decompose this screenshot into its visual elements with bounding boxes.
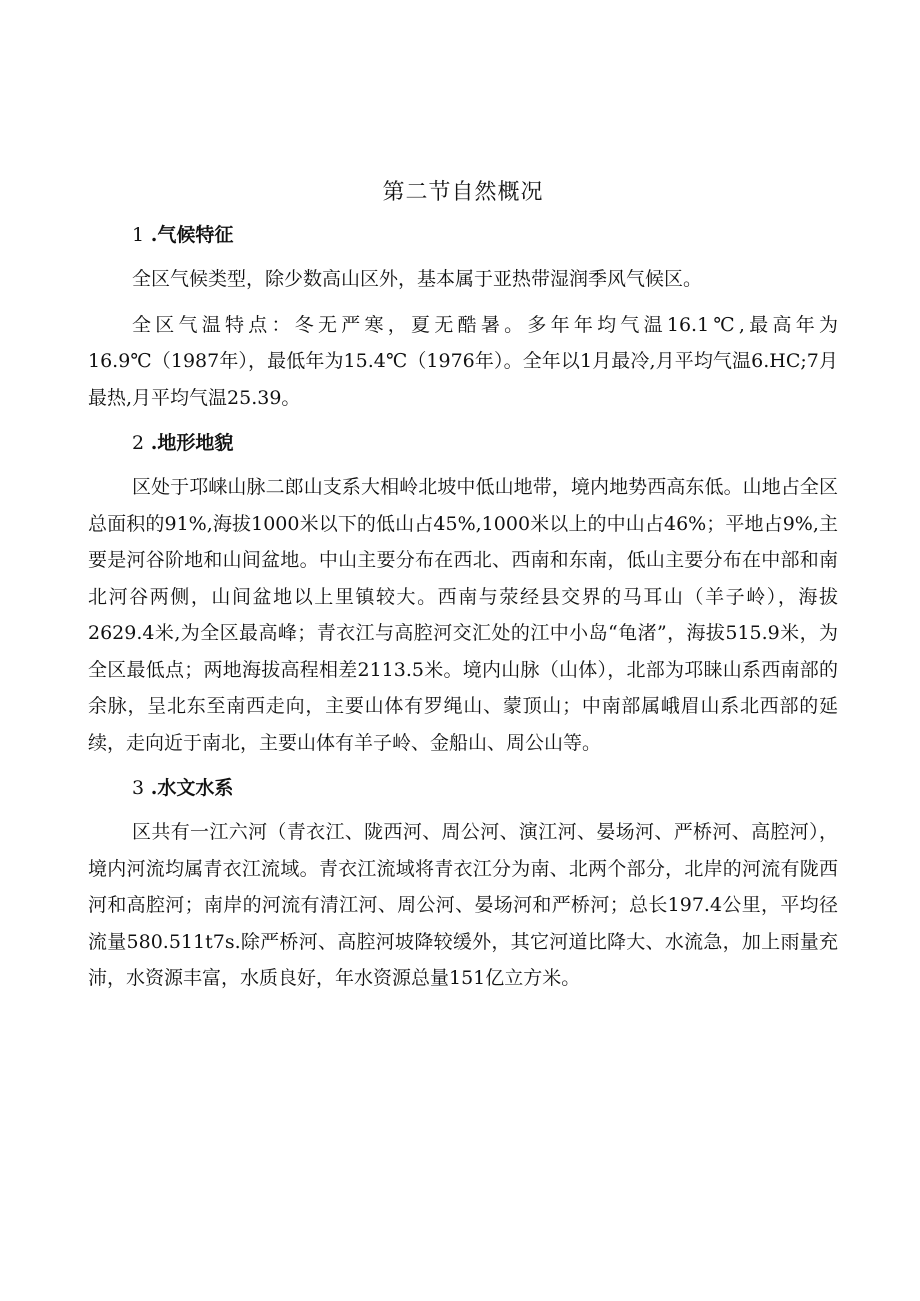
paragraph: 全区气候类型，除少数高山区外，基本属于亚热带湿润季风气候区。 bbox=[132, 268, 703, 290]
section-number: 2 bbox=[132, 432, 145, 454]
section-heading-text: .气候特征 bbox=[150, 224, 234, 246]
section-number: 3 bbox=[132, 777, 145, 799]
section-terrain bbox=[88, 425, 838, 761]
paragraph: 全区气温特点：冬无严寒，夏无酷暑。多年年均气温16.1℃,最高年为16.9℃（1987年），最低年为15.4℃（1976年）。全年以1月最冷,月平均气温6.HC;7月最热,月平均气温25.39。 bbox=[88, 313, 838, 409]
section-heading-text: .水文水系 bbox=[150, 777, 234, 799]
page-title: 第二节自然概况 bbox=[382, 180, 544, 205]
paragraph: 区处于邛崃山脉二郎山支系大相岭北坡中低山地带，境内地势西高东低。山地占全区总面积的91%,海拔1000米以下的低山占45%,1000米以上的中山占46%；平地占9%,主要是河谷阶地和山间盆地。中山主要分布在西北、西南和东南，低山主要分布在中部和南北河谷两侧，山间盆地以上里镇较大。西南与荥经县交界的马耳山（羊子岭），海拔2629.4米,为全区最高峰；青衣江与高腔河交汇处的江中小岛“龟渚”，海拔515.9米，为全区最低点；两地海拔高程相差2113.5米。境内山脉（山体），北部为邛睐山系西南部的余脉，呈北东至南西走向，主要山体有罗绳山、蒙顶山；中南部属峨眉山系北西部的延续，走向近于南北，主要山体有羊子岭、金船山、周公山等。 bbox=[88, 476, 838, 754]
section-heading-text: .地形地貌 bbox=[150, 432, 234, 454]
document-page bbox=[88, 175, 838, 1006]
section-heading-terrain bbox=[88, 425, 838, 461]
paragraph: 区共有一江六河（青衣江、陇西河、周公河、演江河、晏场河、严桥河、高腔河），境内河流均属青衣江流域。青衣江流域将青衣江分为南、北两个部分，北岸的河流有陇西河和高腔河；南岸的河流有清江河、周公河、晏场河和严桥河；总长197.4公里，平均径流量580.511t7s.除严桥河、高腔河坡降较缓外，其它河道比降大、水流急，加上雨量充沛，水资源丰富，水质良好，年水资源总量151亿立方米。 bbox=[88, 821, 838, 989]
section-number: 1 bbox=[132, 224, 145, 246]
section-climate bbox=[88, 217, 838, 416]
section-hydrology bbox=[88, 770, 838, 997]
section-heading-climate bbox=[88, 217, 838, 253]
section-heading-hydrology bbox=[88, 770, 838, 806]
